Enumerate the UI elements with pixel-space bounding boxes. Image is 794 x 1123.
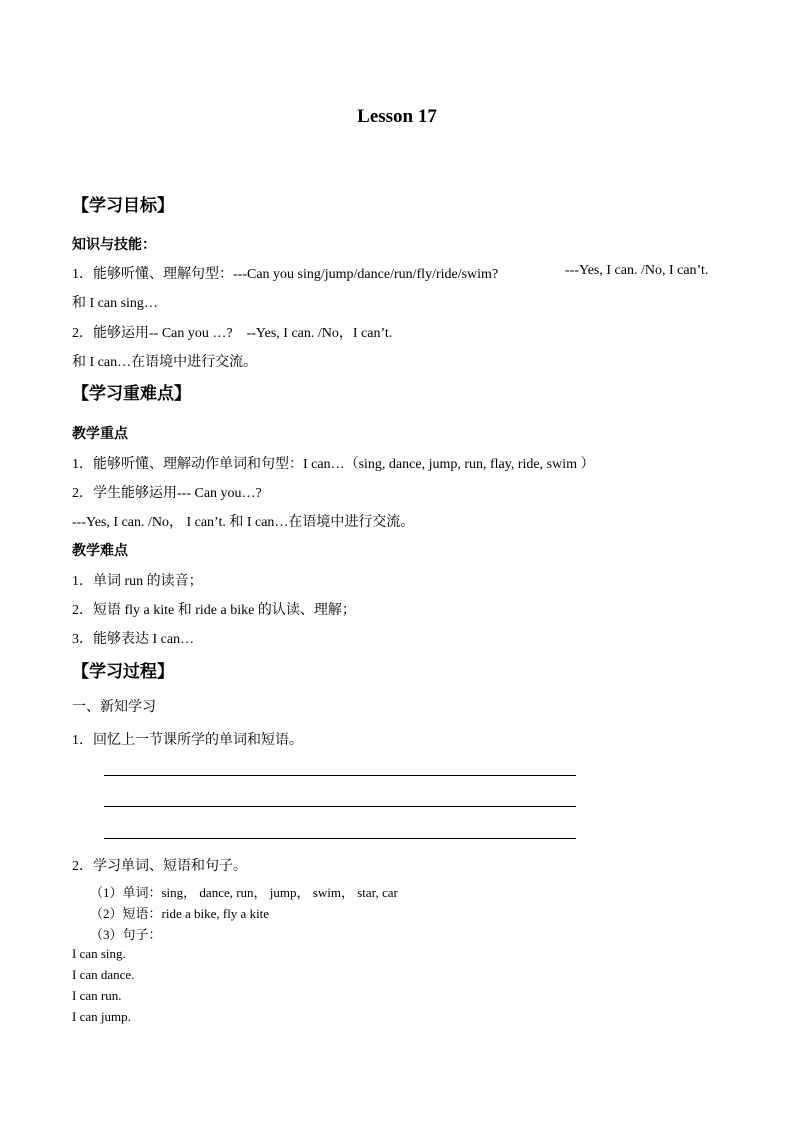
process-step-1: 1．回忆上一节课所学的单词和短语。 (72, 733, 303, 748)
sentence-line: I can run. (72, 988, 122, 1003)
focus-line-3: ---Yes, I can. /No， I can’t. 和 I can…在语境中进行交流。 (72, 515, 415, 530)
section-heading-keypoints: 【学习重难点】 (72, 384, 191, 403)
section-heading-goals: 【学习目标】 (72, 196, 174, 215)
sentence-line: I can sing. (72, 946, 126, 961)
sentence-line: I can jump. (72, 1009, 131, 1024)
difficulty-label: 教学难点 (72, 544, 128, 559)
goals-line-2: 和 I can sing… (72, 296, 158, 311)
process-step-2: 2．学习单词、短语和句子。 (72, 859, 247, 874)
goals-line-4: 和 I can…在语境中进行交流。 (72, 355, 258, 370)
goals-subheading: 知识与技能： (72, 238, 156, 253)
focus-label: 教学重点 (72, 427, 128, 442)
difficulty-line-1: 1．单词 run 的读音； (72, 574, 203, 589)
answer-line-1[interactable] (104, 775, 576, 776)
goals-line-1b: ---Yes, I can. /No, I can’t. (565, 263, 709, 278)
process-part-1: 一、新知学习 (72, 700, 156, 715)
sentences-label: （3）句子： (90, 927, 162, 942)
sentence-line: I can dance. (72, 967, 135, 982)
difficulty-line-3: 3．能够表达 I can… (72, 632, 195, 647)
focus-line-1: 1．能够听懂、理解动作单词和句型：I can…（sing, dance, jump, run, flay, ride, swim ） (72, 457, 595, 472)
goals-line-3: 2．能够运用-- Can you …? --Yes, I can. /No，I can’t. (72, 326, 393, 341)
answer-line-3[interactable] (104, 838, 576, 839)
focus-line-2: 2．学生能够运用--- Can you…? (72, 486, 262, 501)
section-heading-process: 【学习过程】 (72, 662, 174, 681)
goals-line-1a: 1．能够听懂、理解句型：---Can you sing/jump/dance/run/fly/ride/swim? (72, 267, 499, 282)
difficulty-line-2: 2．短语 fly a kite 和 ride a bike 的认读、理解； (72, 603, 356, 618)
phrases-line: （2）短语：ride a bike, fly a kite (90, 906, 270, 921)
page-title: Lesson 17 (357, 106, 437, 127)
words-line: （1）单词：sing， dance, run， jump， swim， star, car (90, 885, 398, 900)
answer-line-2[interactable] (104, 806, 576, 807)
